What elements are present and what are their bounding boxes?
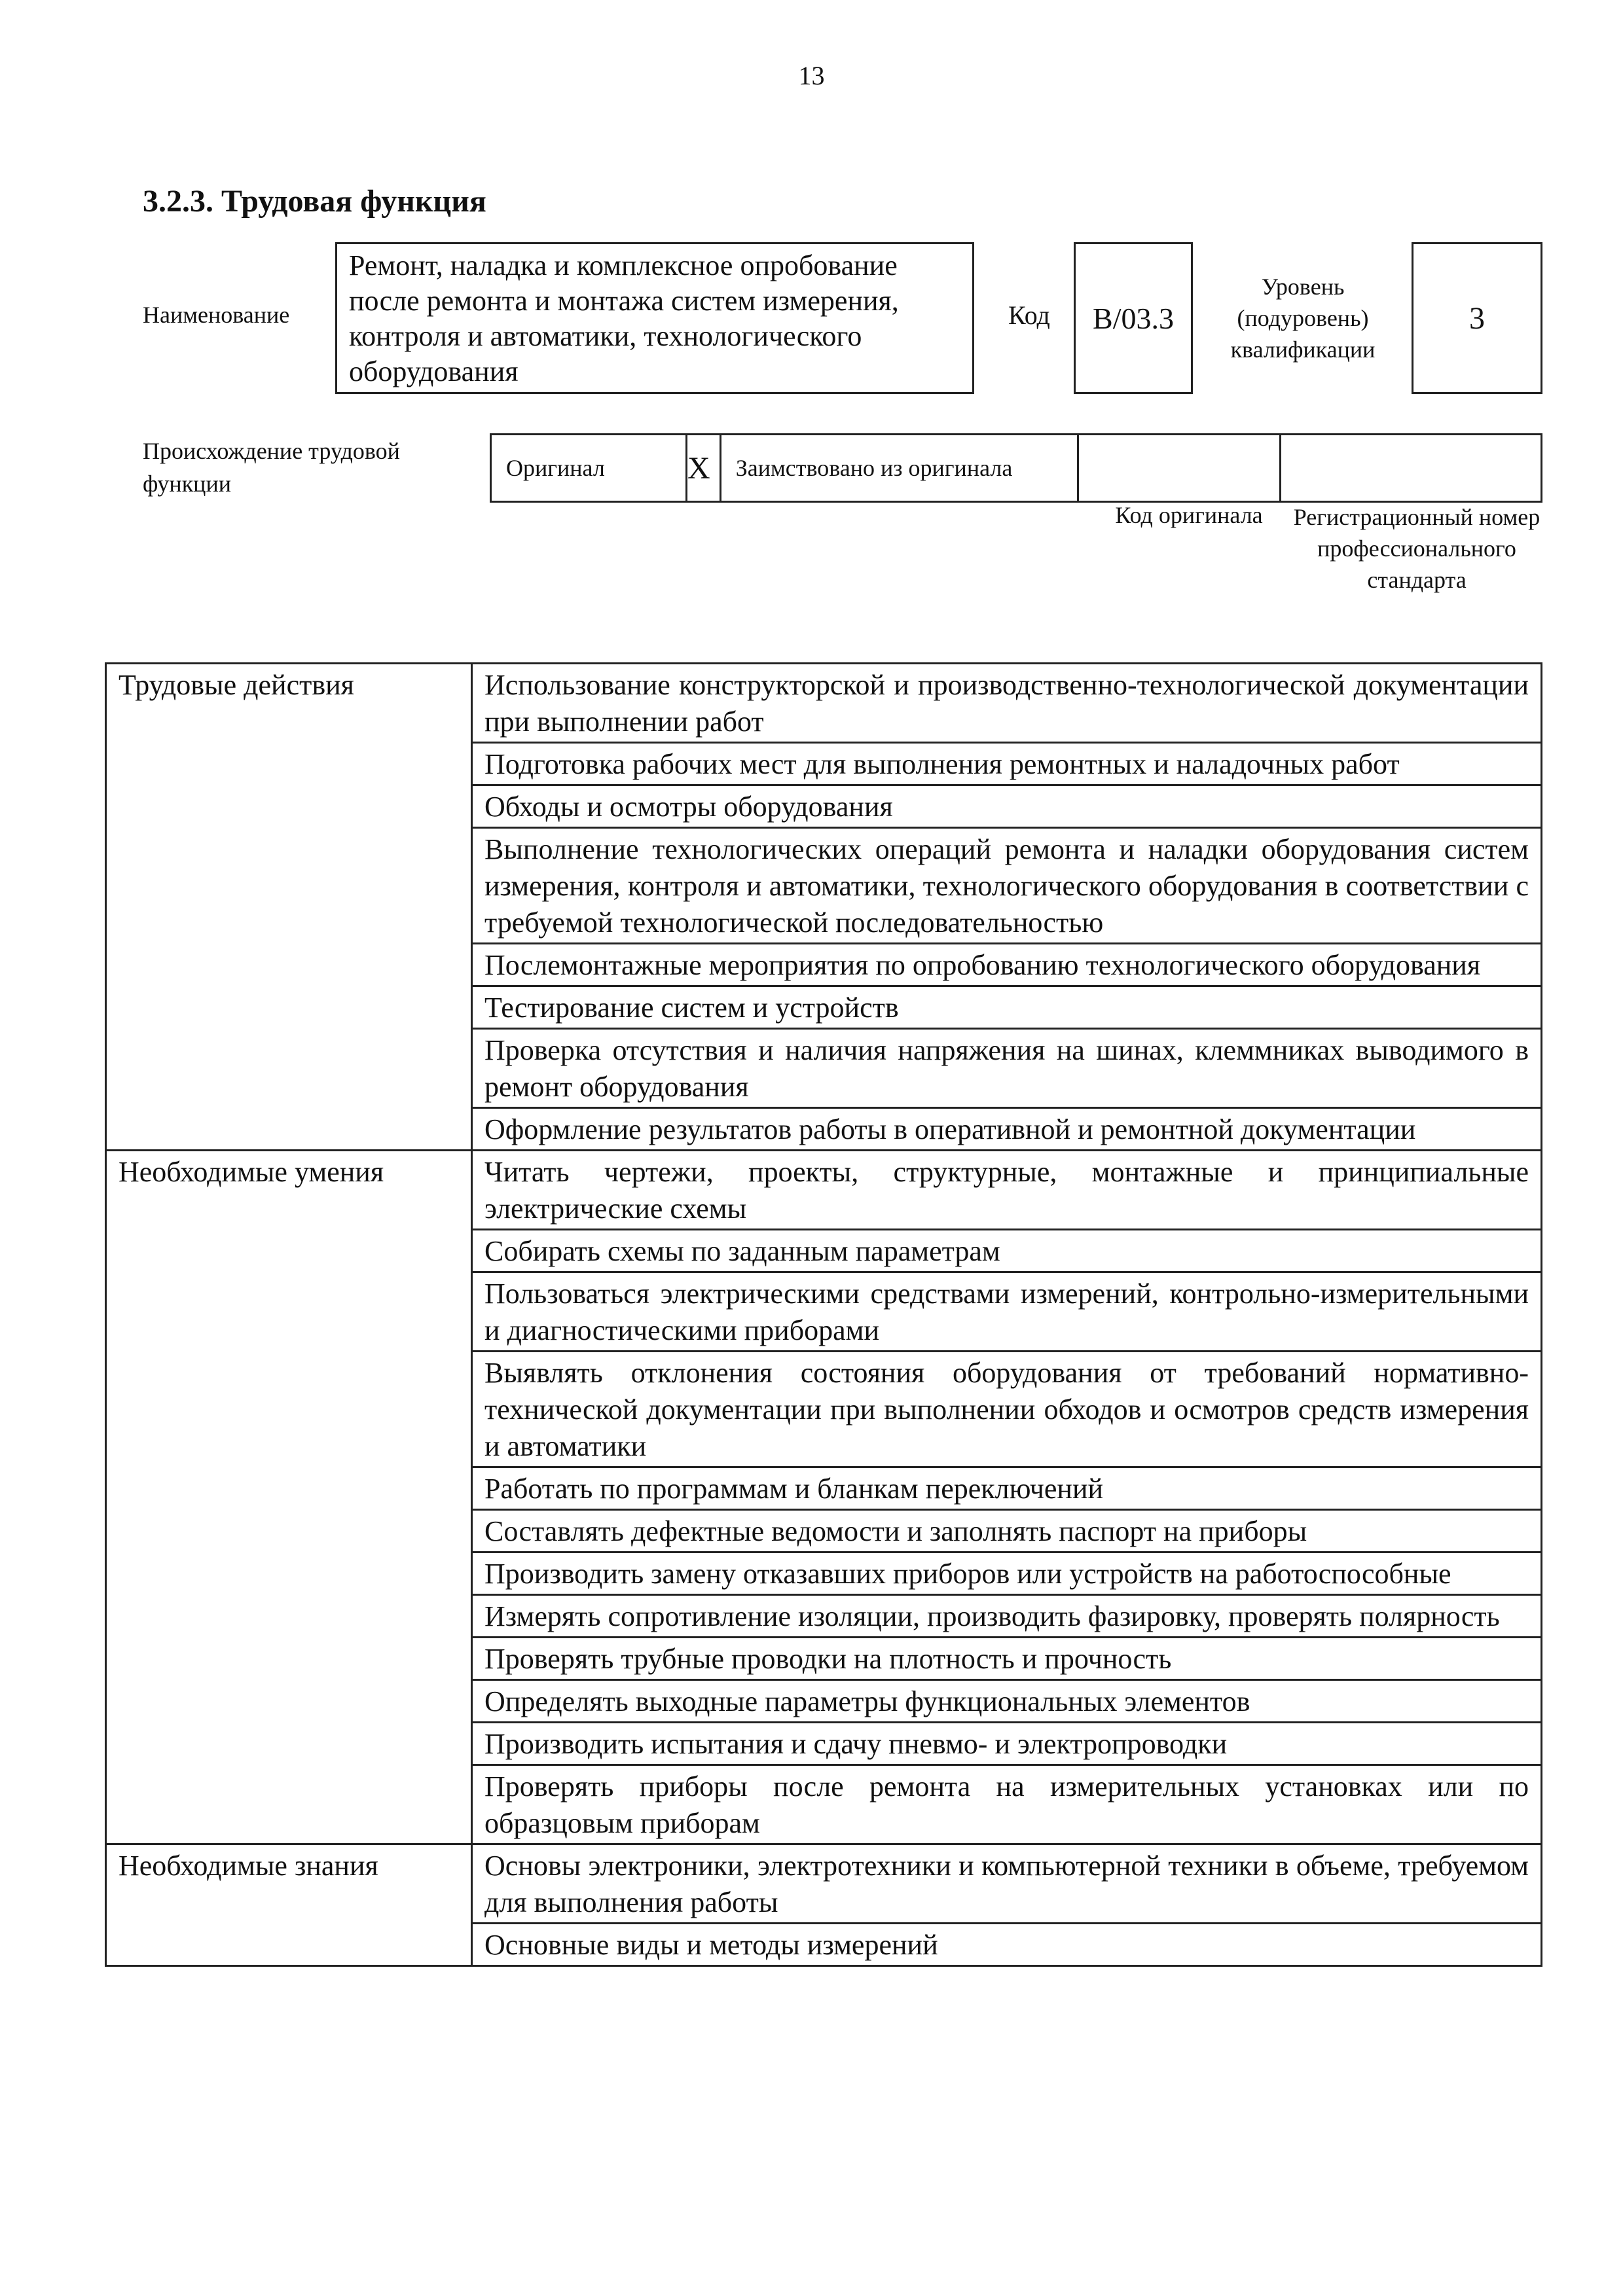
origin-borrowed: Заимствовано из оригинала	[721, 435, 1079, 501]
group-label-knowledge: Необходимые знания	[106, 1844, 472, 1966]
origin-original: Оригинал	[492, 435, 687, 501]
group-label-skills: Необходимые умения	[106, 1151, 472, 1844]
page-number: 13	[798, 61, 825, 90]
origin-reg-caption: Регистрационный номер профессионального стандарта	[1293, 504, 1541, 593]
section-title: 3.2.3. Трудовая функция	[143, 184, 486, 219]
table-cell: Составлять дефектные ведомости и заполнять паспорт на приборы	[472, 1510, 1542, 1552]
table-cell: Производить замену отказавших приборов или устройств на работоспособные	[472, 1552, 1542, 1595]
table-cell: Подготовка рабочих мест для выполнения ремонтных и наладочных работ	[472, 743, 1542, 785]
table-cell: Использование конструкторской и производственно-технологической документации при выполнении работ	[472, 664, 1542, 743]
name-value: Ремонт, наладка и комплексное опробование после ремонта и монтажа систем измерения, контроля и автоматики, технологического оборудования	[335, 242, 974, 394]
table-cell: Производить испытания и сдачу пневмо- и электропроводки	[472, 1723, 1542, 1765]
origin-mark: X	[687, 435, 721, 501]
code-label: Код	[1008, 300, 1050, 330]
table-row	[106, 1151, 1542, 1230]
table-cell: Обходы и осмотры оборудования	[472, 785, 1542, 828]
table-cell: Определять выходные параметры функциональных элементов	[472, 1680, 1542, 1723]
table-cell: Пользоваться электрическими средствами измерений, контрольно-измерительными и диагностическими приборами	[472, 1272, 1542, 1352]
origin-reg-cell	[1281, 435, 1541, 501]
table-cell: Послемонтажные мероприятия по опробованию технологического оборудования	[472, 944, 1542, 986]
origin-code-caption: Код оригинала	[1115, 502, 1263, 528]
table-cell: Проверять трубные проводки на плотность и прочность	[472, 1638, 1542, 1680]
group-label-actions: Трудовые действия	[106, 664, 472, 1151]
table-cell: Работать по программам и бланкам переключений	[472, 1467, 1542, 1510]
table-cell: Основные виды и методы измерений	[472, 1924, 1542, 1966]
level-label: Уровень (подуровень) квалификации	[1230, 274, 1376, 363]
table-cell: Измерять сопротивление изоляции, производить фазировку, проверять полярность	[472, 1595, 1542, 1638]
table-cell: Проверять приборы после ремонта на измерительных установках или по образцовым приборам	[472, 1765, 1542, 1844]
origin-row	[490, 433, 1542, 503]
table-cell: Тестирование систем и устройств	[472, 986, 1542, 1029]
table-cell: Проверка отсутствия и наличия напряжения на шинах, клеммниках выводимого в ремонт оборудования	[472, 1029, 1542, 1108]
origin-label: Происхождение трудовой функции	[143, 438, 400, 497]
table-row	[106, 664, 1542, 743]
table-cell: Собирать схемы по заданным параметрам	[472, 1230, 1542, 1272]
name-label: Наименование	[143, 302, 290, 328]
table-cell: Выявлять отклонения состояния оборудования от требований нормативно-технической документации при выполнении обходов и осмотров средств измерения и автоматики	[472, 1352, 1542, 1467]
table-row	[106, 1844, 1542, 1924]
function-table	[105, 662, 1542, 1967]
origin-code-cell	[1079, 435, 1281, 501]
level-value: 3	[1412, 242, 1542, 394]
table-cell: Выполнение технологических операций ремонта и наладки оборудования систем измерения, контроля и автоматики, технологического оборудования в соответствии с требуемой технологической последовательностью	[472, 828, 1542, 944]
code-value: B/03.3	[1074, 242, 1193, 394]
table-cell: Читать чертежи, проекты, структурные, монтажные и принципиальные электрические схемы	[472, 1151, 1542, 1230]
table-cell: Оформление результатов работы в оперативной и ремонтной документации	[472, 1108, 1542, 1151]
table-cell: Основы электроники, электротехники и компьютерной техники в объеме, требуемом для выполнения работы	[472, 1844, 1542, 1924]
